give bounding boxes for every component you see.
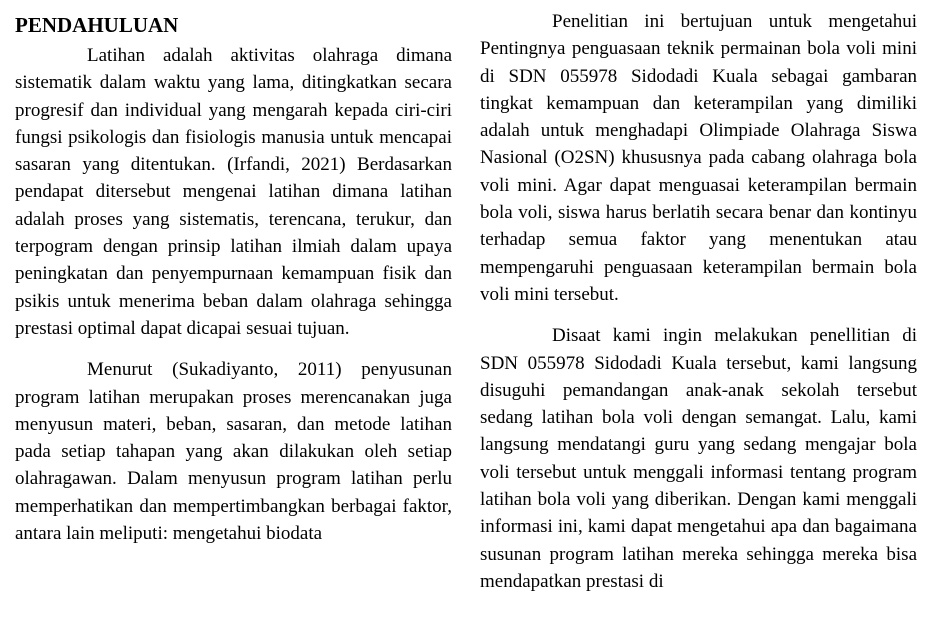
paragraph-training-definition: Latihan adalah aktivitas olahraga dimana sistematik dalam waktu yang lama, ditingkatkan secara progresif dan individual yang mengarah kepada ciri-ciri fungsi psikologis dan fisiologis manusia untuk mencapai sasaran yang ditentukan. (Irfandi, 2021) Berdasarkan pendapat ditersebut mengenai latihan dimana latihan adalah proses yang sistematis, terencana, terukur, dan terpogram dengan prinsip latihan ilmiah dalam upaya peningkatan dan penyempurnaan kemampuan fisik dan psikis untuk menerima beban dalam olahraga sehingga prestasi optimal dapat dicapai sesuai tujuan. [15,45,452,339]
paragraph-program-planning: Menurut (Sukadiyanto, 2011) penyusunan program latihan merupakan proses merencanakan juga menyusun materi, beban, sasaran, dan metode latihan pada setiap tahapan yang akan dilakukan oleh setiap olahragawan. Dalam menyusun program latihan perlu memperhatikan dan mempertimbangkan berbagai faktor, antara lain meliputi: mengetahui biodata [15,359,452,545]
section-heading: PENDAHULUAN [15,13,179,37]
paragraph-spacer [15,342,452,356]
left-column [15,8,452,547]
paragraph-field-observation: Disaat kami ingin melakukan penellitian di SDN 055978 Sidodadi Kuala tersebut, kami langsung disuguhi pemandangan anak-anak sekolah tersebut sedang latihan bola voli dengan semangat. Lalu, kami langsung mendatangi guru yang sedang mengajar bola voli tersebut untuk menggali informasi tentang program latihan bola voli yang diberikan. Dengan kami menggali informasi ini, kami dapat mengetahui apa dan bagaimana susunan program latihan mereka sehingga mereka bisa mendapatkan prestasi di [480,325,917,592]
right-column [480,8,917,595]
paragraph-spacer [480,308,917,322]
paragraph-research-aim: Penelitian ini bertujuan untuk mengetahui Pentingnya penguasaan teknik permainan bola voli mini di SDN 055978 Sidodadi Kuala sebagai gambaran tingkat kemampuan dan keterampilan yang dimiliki adalah untuk menghadapi Olimpiade Olahraga Siswa Nasional (O2SN) khususnya pada cabang olahraga bola voli mini. Agar dapat menguasai keterampilan bermain bola voli, siswa harus berlatih secara benar dan kontinyu terhadap semua faktor yang menentukan atau mempengaruhi penguasaan keterampilan bermain bola voli mini tersebut. [480,11,917,305]
